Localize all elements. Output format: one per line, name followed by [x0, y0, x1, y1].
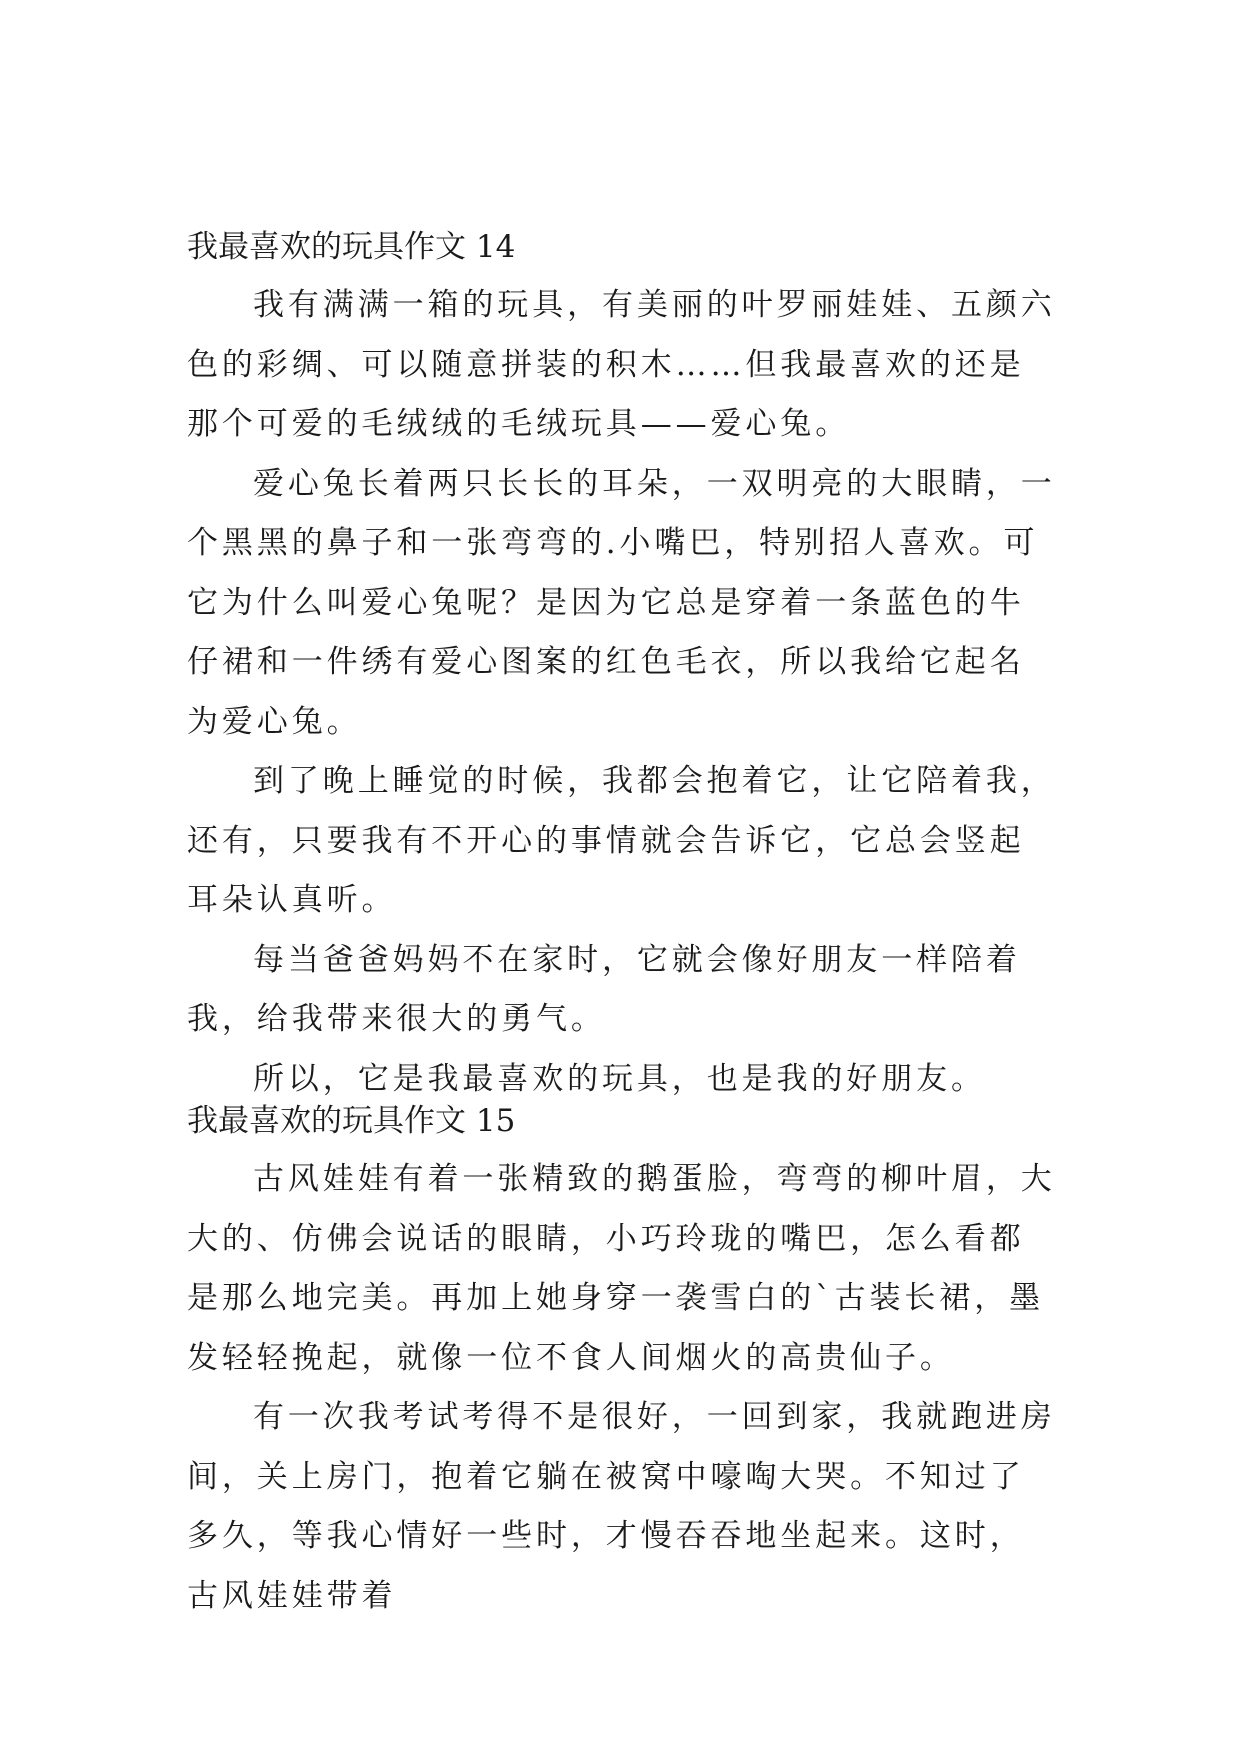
paragraph: 古风娃娃有着一张精致的鹅蛋脸，弯弯的柳叶眉，大大的、仿佛会说话的眼睛，小巧玲珑的嘴巴，怎么看都是那么地完美。再加上她身穿一袭雪白的`古装长裙，墨发轻轻挽起，就像一位不食人间烟火的高贵仙子。 — [187, 1161, 1056, 1376]
essay-title: 我最喜欢的玩具作文 14 — [187, 229, 516, 265]
paragraph: 到了晚上睡觉的时候，我都会抱着它，让它陪着我，还有，只要我有不开心的事情就会告诉它，它总会竖起耳朵认真听。 — [187, 763, 1056, 918]
essay-15 — [187, 1092, 1057, 1626]
paragraph: 所以，它是我最喜欢的玩具，也是我的好朋友。 — [253, 1060, 986, 1097]
essay-title: 我最喜欢的玩具作文 15 — [187, 1103, 516, 1139]
paragraph: 我有满满一箱的玩具，有美丽的叶罗丽娃娃、五颜六色的彩绸、可以随意拼装的积木……但我最喜欢的还是那个可爱的毛绒绒的毛绒玩具——爱心兔。 — [187, 287, 1056, 442]
paragraph: 每当爸爸妈妈不在家时，它就会像好朋友一样陪着我，给我带来很大的勇气。 — [187, 941, 1021, 1037]
paragraph: 有一次我考试考得不是很好，一回到家，我就跑进房间，关上房门，抱着它躺在被窝中嚎啕大哭。不知过了多久，等我心情好一些时，才慢吞吞地坐起来。这时，古风娃娃带着 — [187, 1399, 1056, 1614]
essay-14 — [187, 218, 1057, 1109]
paragraph: 爱心兔长着两只长长的耳朵，一双明亮的大眼睛，一个黑黑的鼻子和一张弯弯的.小嘴巴，特别招人喜欢。可它为什么叫爱心兔呢？是因为它总是穿着一条蓝色的牛仔裙和一件绣有爱心图案的红色毛衣，所以我给它起名为爱心兔。 — [187, 465, 1056, 740]
